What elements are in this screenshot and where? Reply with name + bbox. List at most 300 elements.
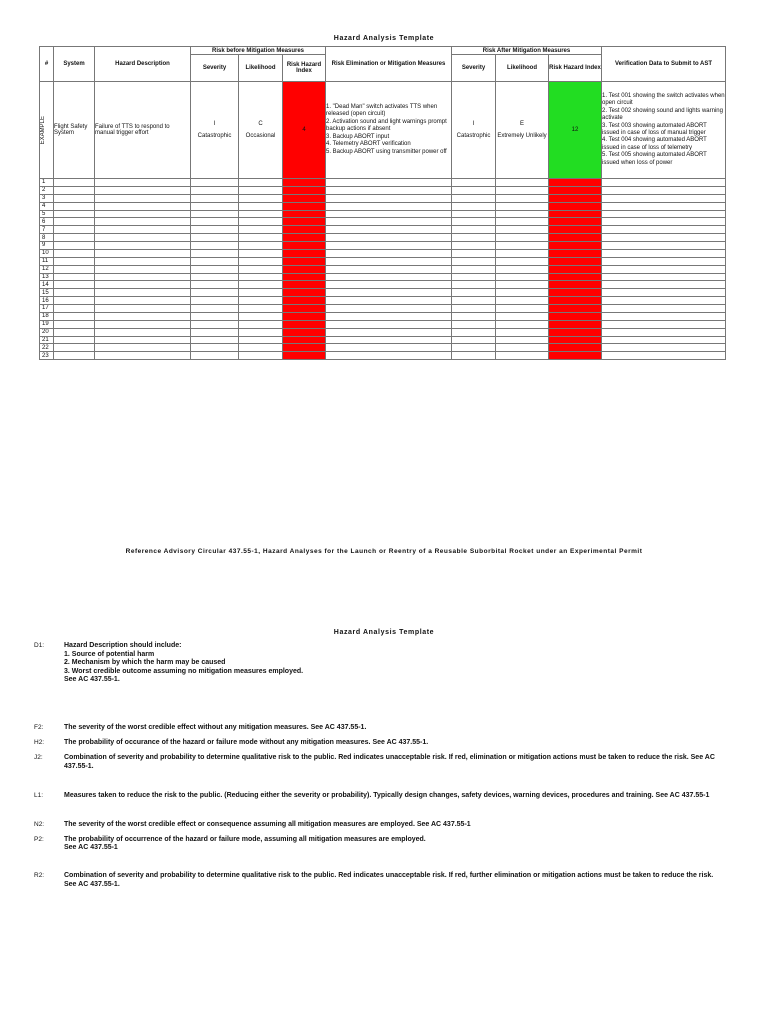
note-code: J2: — [34, 754, 43, 762]
table-cell — [602, 218, 726, 226]
table-cell — [239, 273, 283, 281]
table-cell — [239, 234, 283, 242]
table-cell — [191, 305, 239, 313]
table-cell — [452, 336, 496, 344]
table-cell — [452, 265, 496, 273]
row-number: 22 — [40, 344, 54, 352]
table-cell — [452, 179, 496, 187]
table-cell — [239, 328, 283, 336]
table-cell — [95, 202, 191, 210]
table-cell — [496, 312, 549, 320]
table-cell — [452, 281, 496, 289]
table-cell — [549, 226, 602, 234]
note-code: F2: — [34, 724, 44, 732]
table-cell — [283, 249, 326, 257]
table-row — [40, 297, 726, 305]
table-cell — [326, 218, 452, 226]
table-cell — [496, 234, 549, 242]
table-cell — [549, 179, 602, 187]
table-row — [40, 257, 726, 265]
table-cell — [496, 297, 549, 305]
table-cell — [283, 328, 326, 336]
table-cell — [191, 281, 239, 289]
table-cell — [452, 328, 496, 336]
table-cell — [496, 210, 549, 218]
table-cell — [191, 179, 239, 187]
system-header: System — [54, 47, 95, 82]
table-cell — [549, 242, 602, 250]
table-row — [40, 336, 726, 344]
table-cell — [239, 257, 283, 265]
table-cell — [54, 186, 95, 194]
table-cell — [191, 226, 239, 234]
table-cell — [54, 202, 95, 210]
table-cell — [326, 273, 452, 281]
table-cell — [54, 226, 95, 234]
example-severity — [191, 82, 239, 179]
risk-before-header: Risk before Mitigation Measures — [191, 47, 326, 55]
table-cell — [452, 249, 496, 257]
note-text: Hazard Description should include: 1. Source of potential harm 2. Mechanism by which the harm may be caused 3. Worst credible outcome assuming no mitigation measures employed. See AC 437.55-1. — [64, 642, 304, 684]
table-cell — [95, 281, 191, 289]
table-cell — [452, 312, 496, 320]
table-cell — [452, 234, 496, 242]
table-cell — [95, 249, 191, 257]
table-cell — [191, 242, 239, 250]
note-item — [34, 754, 734, 771]
note-code: D1: — [34, 642, 45, 649]
table-cell — [549, 186, 602, 194]
table-cell — [452, 257, 496, 265]
table-cell — [95, 186, 191, 194]
note-text: The probability of occurance of the hazard or failure mode without any mitigation measures. See AC 437.55-1. — [64, 739, 429, 747]
table-cell — [326, 289, 452, 297]
table-cell — [283, 257, 326, 265]
table-cell — [191, 328, 239, 336]
table-cell — [602, 265, 726, 273]
example-severity-code: I — [213, 121, 216, 127]
table-cell — [95, 194, 191, 202]
row-number: 20 — [40, 328, 54, 336]
table-cell — [549, 312, 602, 320]
table-cell — [191, 273, 239, 281]
table-cell — [602, 273, 726, 281]
table-cell — [283, 297, 326, 305]
page-title: Hazard Analysis Template — [333, 35, 435, 42]
rhi-after-header: Risk Hazard Index — [549, 55, 602, 82]
table-cell — [95, 226, 191, 234]
table-row — [40, 305, 726, 313]
table-cell — [326, 234, 452, 242]
row-number: 1 — [40, 179, 54, 187]
example-severity-after-text: Catastrophic — [456, 133, 491, 139]
table-cell — [239, 305, 283, 313]
table-cell — [95, 352, 191, 360]
table-cell — [326, 210, 452, 218]
table-cell — [54, 273, 95, 281]
table-cell — [54, 210, 95, 218]
table-cell — [191, 194, 239, 202]
table-cell — [496, 186, 549, 194]
rhi-before-header: Risk Hazard Index — [283, 55, 326, 82]
table-cell — [239, 218, 283, 226]
table-cell — [283, 336, 326, 344]
note-code: L1: — [34, 791, 44, 799]
table-cell — [326, 179, 452, 187]
table-cell — [326, 194, 452, 202]
table-cell — [602, 281, 726, 289]
table-cell — [95, 234, 191, 242]
table-cell — [283, 194, 326, 202]
table-cell — [191, 312, 239, 320]
table-cell — [496, 289, 549, 297]
table-row — [40, 218, 726, 226]
note-text: Measures taken to reduce the risk to the public. (Reducing either the severity or probability). Typically design changes, safety devices, warning devices, procedures and training. See AC 437.55-1 — [64, 791, 710, 799]
table-row — [40, 234, 726, 242]
table-cell — [283, 352, 326, 360]
table-cell — [452, 202, 496, 210]
table-cell — [602, 320, 726, 328]
table-cell — [239, 320, 283, 328]
table-cell — [549, 218, 602, 226]
table-cell — [496, 328, 549, 336]
table-cell — [239, 289, 283, 297]
table-row — [40, 242, 726, 250]
row-number: 5 — [40, 210, 54, 218]
table-cell — [496, 257, 549, 265]
table-cell — [54, 297, 95, 305]
table-cell — [283, 273, 326, 281]
table-cell — [326, 265, 452, 273]
table-cell — [496, 320, 549, 328]
row-number: 9 — [40, 242, 54, 250]
table-cell — [191, 297, 239, 305]
elimination-header: Risk Elimination or Mitigation Measures — [326, 47, 452, 82]
row-number: 13 — [40, 273, 54, 281]
table-cell — [602, 297, 726, 305]
note-item — [34, 739, 734, 748]
table-cell — [326, 226, 452, 234]
table-cell — [54, 320, 95, 328]
table-cell — [549, 328, 602, 336]
table-cell — [549, 344, 602, 352]
verification-header: Verification Data to Submit to AST — [602, 47, 726, 82]
table-cell — [452, 218, 496, 226]
table-cell — [191, 344, 239, 352]
example-likelihood-after — [496, 82, 549, 179]
example-rhi-after: 12 — [549, 82, 602, 179]
row-number: 21 — [40, 336, 54, 344]
table-row — [40, 281, 726, 289]
table-cell — [283, 202, 326, 210]
table-cell — [549, 210, 602, 218]
table-row — [40, 202, 726, 210]
likelihood-after-header: Likelihood — [496, 55, 549, 82]
row-number: 16 — [40, 297, 54, 305]
note-item — [34, 821, 734, 830]
table-cell — [54, 257, 95, 265]
row-number: 4 — [40, 202, 54, 210]
table-cell — [239, 344, 283, 352]
table-cell — [549, 202, 602, 210]
row-number: 23 — [40, 352, 54, 360]
table-cell — [95, 344, 191, 352]
table-cell — [549, 320, 602, 328]
table-cell — [452, 320, 496, 328]
table-cell — [239, 226, 283, 234]
table-cell — [496, 281, 549, 289]
table-cell — [191, 186, 239, 194]
example-row — [40, 82, 726, 179]
table-row — [40, 186, 726, 194]
table-cell — [549, 273, 602, 281]
table-cell — [95, 312, 191, 320]
table-cell — [496, 226, 549, 234]
table-cell — [496, 202, 549, 210]
row-number: 10 — [40, 249, 54, 257]
table-cell — [54, 352, 95, 360]
table-cell — [239, 194, 283, 202]
table-cell — [452, 242, 496, 250]
table-row — [40, 273, 726, 281]
table-cell — [326, 257, 452, 265]
example-severity-after — [452, 82, 496, 179]
table-row — [40, 210, 726, 218]
table-cell — [326, 320, 452, 328]
note-text: The severity of the worst credible effect or consequence assuming all mitigation measures are employed. See AC 437.55-1 — [64, 820, 471, 828]
table-cell — [54, 305, 95, 313]
table-cell — [326, 344, 452, 352]
table-cell — [549, 352, 602, 360]
table-cell — [239, 352, 283, 360]
table-cell — [54, 249, 95, 257]
table-cell — [283, 305, 326, 313]
table-row — [40, 352, 726, 360]
row-number: 7 — [40, 226, 54, 234]
table-cell — [452, 305, 496, 313]
table-cell — [452, 186, 496, 194]
note-item — [34, 872, 734, 889]
example-likelihood-code: C — [258, 121, 263, 127]
table-cell — [326, 297, 452, 305]
hazard-table — [39, 46, 726, 360]
example-system: Flight Safety System — [54, 82, 95, 179]
example-measures: 1. "Dead Man" switch activates TTS when released (open circuit) 2. Activation sound and light warnings prompt backup actions if absent 3. Backup ABORT input 4. Telemetry ABORT verification 5. Backup ABORT using transmitter power off — [326, 82, 452, 179]
table-row — [40, 265, 726, 273]
note-code: H2: — [34, 739, 45, 747]
reference-line: Reference Advisory Circular 437.55-1, Hazard Analyses for the Launch or Reentry of a Reusable Suborbital Rocket under an Experimental Permit — [125, 548, 643, 555]
table-cell — [326, 202, 452, 210]
table-cell — [549, 289, 602, 297]
note-item — [34, 642, 734, 685]
table-cell — [452, 210, 496, 218]
row-number: 3 — [40, 194, 54, 202]
table-cell — [549, 305, 602, 313]
table-cell — [95, 305, 191, 313]
hash-header: # — [40, 47, 54, 82]
table-cell — [239, 336, 283, 344]
table-cell — [549, 257, 602, 265]
row-number: 6 — [40, 218, 54, 226]
row-number: 17 — [40, 305, 54, 313]
table-row — [40, 249, 726, 257]
table-cell — [95, 265, 191, 273]
table-cell — [283, 242, 326, 250]
table-cell — [95, 179, 191, 187]
table-cell — [191, 234, 239, 242]
note-text: Combination of severity and probability to determine qualitative risk to the public. Red indicates unacceptable risk. If red, elimination or mitigation actions must be taken to reduce the risk. See AC 437.55-1. — [64, 754, 715, 770]
table-cell — [191, 289, 239, 297]
example-verification: 1. Test 001 showing the switch activates when open circuit 2. Test 002 showing sound and lights warning activate 3. Test 003 showing automated ABORT issued in case of loss of manual trigger 4. Test 004 showing automated ABORT issued in case of loss of telemetry 5. Test 005 showing automated ABORT issued when loss of power — [602, 82, 726, 179]
table-cell — [326, 312, 452, 320]
table-cell — [191, 257, 239, 265]
table-cell — [496, 273, 549, 281]
table-cell — [326, 305, 452, 313]
table-cell — [191, 320, 239, 328]
note-code: P2: — [34, 835, 44, 843]
table-cell — [452, 352, 496, 360]
example-severity-after-code: I — [472, 121, 475, 127]
table-cell — [191, 210, 239, 218]
example-likelihood — [239, 82, 283, 179]
table-cell — [54, 289, 95, 297]
table-cell — [54, 328, 95, 336]
table-cell — [602, 210, 726, 218]
table-cell — [602, 257, 726, 265]
table-cell — [602, 352, 726, 360]
table-cell — [239, 312, 283, 320]
table-cell — [602, 226, 726, 234]
table-cell — [496, 305, 549, 313]
severity-after-header: Severity — [452, 55, 496, 82]
row-number: 18 — [40, 312, 54, 320]
table-cell — [602, 249, 726, 257]
example-likelihood-after-code: E — [519, 121, 524, 127]
note-code: N2: — [34, 820, 45, 828]
table-cell — [496, 249, 549, 257]
table-cell — [549, 249, 602, 257]
table-cell — [283, 289, 326, 297]
example-rhi-before: 4 — [283, 82, 326, 179]
table-cell — [191, 352, 239, 360]
table-cell — [95, 336, 191, 344]
table-cell — [54, 281, 95, 289]
table-cell — [496, 336, 549, 344]
table-cell — [496, 265, 549, 273]
table-cell — [602, 344, 726, 352]
note-item — [34, 792, 734, 801]
table-cell — [602, 289, 726, 297]
row-number: 11 — [40, 257, 54, 265]
table-cell — [452, 226, 496, 234]
table-cell — [602, 242, 726, 250]
table-cell — [283, 210, 326, 218]
row-number: 14 — [40, 281, 54, 289]
page-title-2: Hazard Analysis Template — [333, 629, 435, 636]
table-cell — [283, 320, 326, 328]
table-cell — [602, 202, 726, 210]
table-cell — [283, 179, 326, 187]
row-number: 19 — [40, 320, 54, 328]
example-likelihood-after-text: Extremely Unlikely — [497, 133, 547, 139]
example-severity-text: Catastrophic — [197, 133, 232, 139]
table-cell — [54, 344, 95, 352]
table-cell — [452, 344, 496, 352]
table-cell — [283, 344, 326, 352]
example-likelihood-text: Occasional — [245, 133, 276, 139]
table-row — [40, 289, 726, 297]
table-cell — [191, 202, 239, 210]
table-cell — [191, 265, 239, 273]
table-cell — [54, 265, 95, 273]
table-cell — [326, 281, 452, 289]
table-cell — [95, 218, 191, 226]
table-cell — [239, 179, 283, 187]
table-cell — [54, 179, 95, 187]
table-cell — [496, 344, 549, 352]
table-cell — [549, 234, 602, 242]
table-cell — [191, 336, 239, 344]
table-cell — [602, 305, 726, 313]
table-header — [40, 47, 726, 82]
table-cell — [602, 336, 726, 344]
notes-list — [34, 642, 734, 890]
table-cell — [239, 210, 283, 218]
table-cell — [452, 194, 496, 202]
table-cell — [496, 242, 549, 250]
table-cell — [496, 218, 549, 226]
table-cell — [326, 249, 452, 257]
table-cell — [239, 265, 283, 273]
table-cell — [496, 194, 549, 202]
table-cell — [54, 336, 95, 344]
table-cell — [496, 352, 549, 360]
row-number: 12 — [40, 265, 54, 273]
table-cell — [549, 297, 602, 305]
table-cell — [283, 312, 326, 320]
table-cell — [239, 297, 283, 305]
table-cell — [54, 234, 95, 242]
table-row — [40, 179, 726, 187]
table-cell — [602, 312, 726, 320]
table-cell — [239, 242, 283, 250]
table-cell — [239, 281, 283, 289]
note-text: The severity of the worst credible effect without any mitigation measures. See AC 437.55-1. — [64, 724, 367, 732]
risk-after-header: Risk After Mitigation Measures — [452, 47, 602, 55]
table-cell — [602, 179, 726, 187]
example-label-cell — [40, 82, 54, 179]
table-cell — [191, 218, 239, 226]
note-text: Combination of severity and probability to determine qualitative risk to the public. Red indicates unacceptable risk. If red, further elimination or mitigation actions must be taken to reduce the risk. See AC 437.55-1. — [64, 872, 714, 889]
example-label: EXAMPLE — [40, 115, 46, 145]
table-cell — [549, 265, 602, 273]
table-cell — [95, 320, 191, 328]
table-cell — [239, 186, 283, 194]
table-cell — [549, 336, 602, 344]
table-row — [40, 328, 726, 336]
table-cell — [452, 273, 496, 281]
table-cell — [326, 336, 452, 344]
table-cell — [283, 218, 326, 226]
table-row — [40, 312, 726, 320]
table-cell — [326, 352, 452, 360]
table-cell — [191, 249, 239, 257]
row-number: 15 — [40, 289, 54, 297]
table-cell — [95, 210, 191, 218]
table-row — [40, 320, 726, 328]
table-cell — [54, 312, 95, 320]
table-cell — [452, 289, 496, 297]
